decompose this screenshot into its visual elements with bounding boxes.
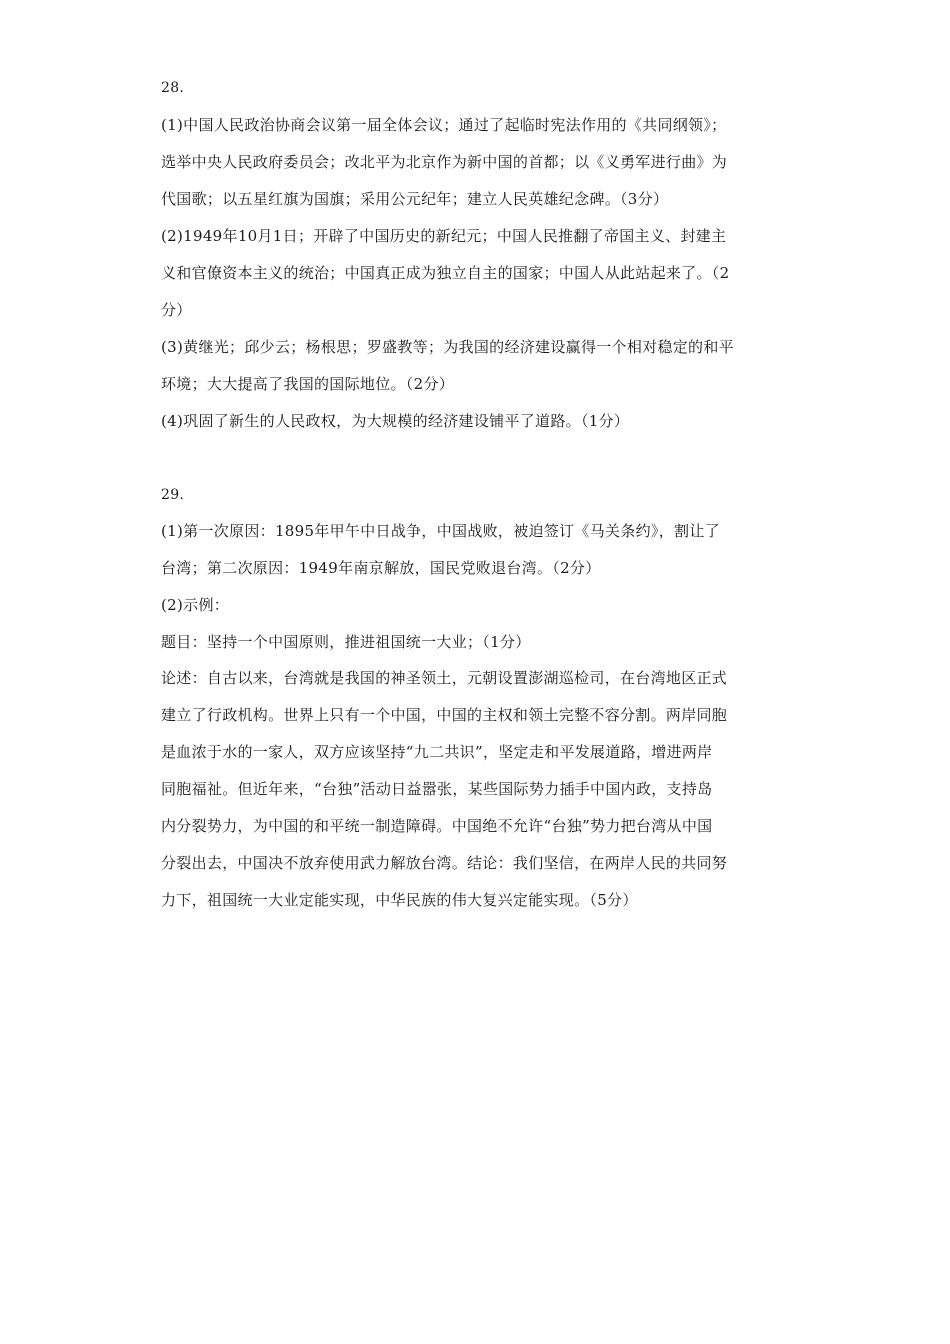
question-29-line: 内分裂势力，为中国的和平统一制造障碍。中国绝不允许“台独”势力把台湾从中国 <box>161 817 713 835</box>
question-28-line: (3)黄继光；邱少云；杨根思；罗盛教等；为我国的经济建设赢得一个相对稳定的和平 <box>161 338 734 356</box>
question-29-line: 建立了行政机构。世界上只有一个中国，中国的主权和领土完整不容分割。两岸同胞 <box>161 706 728 724</box>
question-29-line: 是血浓于水的一家人，双方应该坚持“九二共识”，坚定走和平发展道路，增进两岸 <box>161 743 713 761</box>
question-29-line: 台湾；第二次原因：1949年南京解放，国民党败退台湾。（2分） <box>161 559 601 577</box>
question-28-line: 选举中央人民政府委员会；改北平为北京作为新中国的首都；以《义勇军进行曲》为 <box>161 153 728 171</box>
question-28-line: (2)1949年10月1日；开辟了中国历史的新纪元；中国人民推翻了帝国主义、封建主 <box>161 227 727 245</box>
question-28-line: 义和官僚资本主义的统治；中国真正成为独立自主的国家；中国人从此站起来了。（2 <box>161 264 730 282</box>
question-28-line: 环境；大大提高了我国的国际地位。（2分） <box>161 375 455 393</box>
question-29-number: 29. <box>161 487 185 503</box>
question-29-line: 分裂出去，中国决不放弃使用武力解放台湾。结论：我们坚信，在两岸人民的共同努 <box>161 854 728 872</box>
question-29-line: 论述：自古以来，台湾就是我国的神圣领土，元朝设置澎湖巡检司，在台湾地区正式 <box>161 669 728 687</box>
question-29-line: (2)示例： <box>161 596 230 614</box>
question-29-line: (1)第一次原因：1895年甲午中日战争，中国战败，被迫签订《马关条约》，割让了 <box>161 522 720 540</box>
question-28-line: 代国歌；以五星红旗为国旗；采用公元纪年；建立人民英雄纪念碑。（3分） <box>161 190 669 208</box>
question-28-line: (1)中国人民政治协商会议第一届全体会议；通过了起临时宪法作用的《共同纲领》； <box>161 116 727 134</box>
question-28-line: 分） <box>161 301 192 319</box>
question-28-number: 28. <box>161 80 185 96</box>
question-28-line: (4)巩固了新生的人民政权，为大规模的经济建设铺平了道路。（1分） <box>161 412 630 430</box>
question-29-line: 题目：坚持一个中国原则，推进祖国统一大业；（1分） <box>161 633 531 651</box>
question-29-line: 同胞福祉。但近年来，“台独”活动日益嚣张，某些国际势力插手中国内政，支持岛 <box>161 780 713 798</box>
question-29-line: 力下，祖国统一大业定能实现，中华民族的伟大复兴定能实现。（5分） <box>161 891 638 909</box>
